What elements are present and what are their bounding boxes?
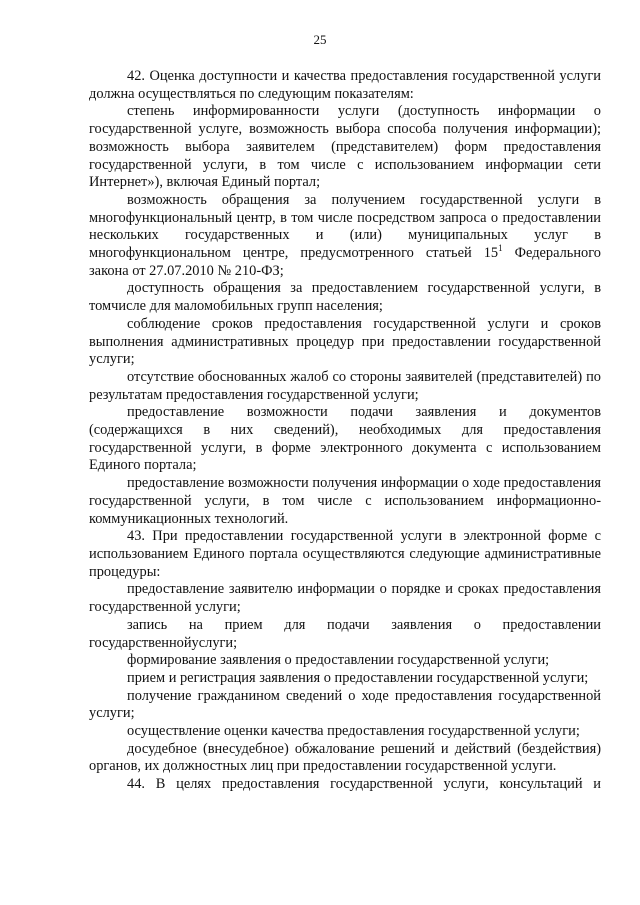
paragraph-procedure-registration: прием и регистрация заявления о предоставлении государственной услуги; bbox=[127, 669, 589, 686]
paragraph-criterion-electronic-submission: предоставление возможности подачи заявления и документов (содержащихся в них сведений), необходимых для предоставления государственной услуги, в форме электронного документа с использованием Единого портала; bbox=[89, 404, 601, 474]
paragraph-43-heading: 43. При предоставлении государственной услуги в электронной форме с использованием Единого портала осуществляются следующие административные процедуры: bbox=[89, 528, 601, 580]
paragraph-42-heading: 42. Оценка доступности и качества предоставления государственной услуги должна осуществляться по следующим показателям: bbox=[89, 68, 601, 102]
paragraph-procedure-quality-evaluation: осуществление оценки качества предоставления государственной услуги; bbox=[127, 723, 580, 740]
paragraph-criterion-informedness: степень информированности услуги (доступность информации о государственной услуге, возможность выбора способа получения информации); возможность выбора заявителем (представителем) форм предоставления государственной услуги, в том числе с использованием информации сети Интернет»), включая Единый портал; bbox=[89, 103, 601, 191]
paragraph-procedure-information: предоставление заявителю информации о порядке и сроках предоставления государственной услуги; bbox=[89, 581, 601, 616]
paragraph-criterion-accessibility: доступность обращения за предоставлением государственной услуги, в томчисле для маломобильных групп населения; bbox=[89, 280, 601, 315]
paragraph-procedure-appointment: запись на прием для подачи заявления о предоставлении государственнойуслуги; bbox=[89, 616, 601, 651]
paragraph-procedure-forming-application: формирование заявления о предоставлении государственной услуги; bbox=[127, 652, 550, 669]
paragraph-criterion-progress-information: предоставление возможности получения информации о ходе предоставления государственной услуги, в том числе с использованием информационно-коммуникационных технологий. bbox=[89, 475, 601, 527]
document-body bbox=[89, 68, 601, 794]
paragraph-criterion-complaints: отсутствие обоснованных жалоб со стороны заявителей (представителей) по результатам предоставления государственной услуги; bbox=[89, 368, 601, 403]
superscript: 1 bbox=[498, 243, 503, 254]
paragraph-criterion-deadlines: соблюдение сроков предоставления государственной услуги и сроков выполнения административных процедур при предоставлении государственной услуги; bbox=[89, 315, 601, 368]
paragraph-procedure-appeal: досудебное (внесудебное) обжалование решений и действий (бездействия) органов, их должностных лиц при предоставлении государственной услуги. bbox=[89, 740, 601, 775]
paragraph-procedure-status-info: получение гражданином сведений о ходе предоставления государственной услуги; bbox=[89, 687, 601, 722]
paragraph-text: возможность обращения за получением государственной услуги в многофункциональный центр, в том числе посредством запроса о предоставлении нескольких государственных и (или) муниципальных услуг в многофункциональном центре, предусмотренного статьей 15 bbox=[89, 191, 601, 262]
page-number: 25 bbox=[313, 32, 327, 47]
paragraph-44-heading: 44. В целях предоставления государственной услуги, консультаций и bbox=[127, 776, 601, 793]
paragraph-text: Федерального закона от 27.07.2010 № 210-ФЗ; bbox=[89, 245, 601, 279]
paragraph-criterion-multifunctional-center bbox=[89, 192, 601, 281]
